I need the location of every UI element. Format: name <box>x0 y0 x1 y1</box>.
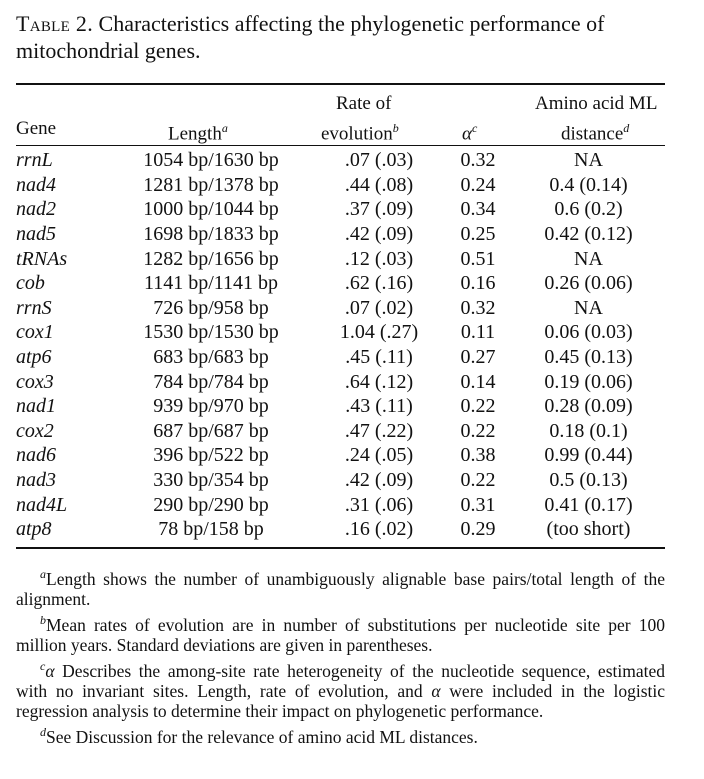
header-ml-line1: Amino acid ML <box>535 93 658 114</box>
gene-cell: atp6 <box>16 346 52 369</box>
rate-cell: .44 (.08) <box>344 173 414 196</box>
table-row <box>16 394 665 419</box>
header-rule <box>16 145 665 146</box>
length-cell: 1054 bp/1630 bp <box>143 149 279 172</box>
gene-cell: nad2 <box>16 198 56 221</box>
length-cell: 1698 bp/1833 bp <box>143 223 279 246</box>
ml-distance-cell: NA <box>574 149 603 172</box>
ml-distance-cell: 0.19 (0.06) <box>544 370 633 393</box>
alpha-cell: 0.32 <box>460 149 496 172</box>
ml-distance-cell: 0.4 (0.14) <box>549 173 628 196</box>
alpha-cell: 0.31 <box>460 493 496 516</box>
alpha-cell: 0.24 <box>460 173 496 196</box>
ml-distance-cell: 0.06 (0.03) <box>544 321 633 344</box>
length-cell: 687 bp/687 bp <box>153 419 269 442</box>
alpha-cell: 0.22 <box>460 419 496 442</box>
gene-cell: cox3 <box>16 370 54 393</box>
rate-cell: .42 (.09) <box>344 223 414 246</box>
length-cell: 330 bp/354 bp <box>153 469 269 492</box>
gene-cell: nad3 <box>16 469 56 492</box>
gene-cell: nad4 <box>16 173 56 196</box>
length-cell: 1530 bp/1530 bp <box>143 321 279 344</box>
table-row <box>16 222 665 247</box>
ml-distance-cell: 0.6 (0.2) <box>554 198 623 221</box>
table-row <box>16 468 665 493</box>
data-table <box>16 148 665 542</box>
rate-cell: 1.04 (.27) <box>339 321 419 344</box>
gene-cell: nad5 <box>16 223 56 246</box>
alpha-cell: 0.29 <box>460 518 496 541</box>
table-row <box>16 173 665 198</box>
rate-cell: .37 (.09) <box>344 198 414 221</box>
top-rule <box>16 83 665 85</box>
rate-cell: .07 (.02) <box>344 296 414 319</box>
ml-distance-cell: NA <box>574 296 603 319</box>
table-caption <box>16 10 686 64</box>
alpha-cell: 0.25 <box>460 223 496 246</box>
footnotes <box>16 564 665 747</box>
header-ml-line2: distance$^d$ <box>561 121 630 145</box>
header-rate-line2: evolution$^b$ <box>321 121 399 145</box>
length-cell: 1141 bp/1141 bp <box>143 272 279 295</box>
alpha-cell: 0.14 <box>460 370 496 393</box>
alpha-cell: 0.22 <box>460 469 496 492</box>
length-cell: 784 bp/784 bp <box>153 370 269 393</box>
rate-cell: .31 (.06) <box>344 493 414 516</box>
rate-cell: .07 (.03) <box>344 149 414 172</box>
footnote-c: $^c$α Describes the among-site rate heterogeneity of the nucleotide sequence, estimated with no invariant sites. Length, rate of evolution, and α were included in the logistic regression analysis to determine their impact on phylogenetic performance. <box>16 658 665 722</box>
ml-distance-cell: NA <box>574 247 603 270</box>
table-row <box>16 443 665 468</box>
alpha-cell: 0.34 <box>460 198 496 221</box>
header-alpha: $\alpha^c$ <box>462 121 478 145</box>
gene-cell: cox1 <box>16 321 54 344</box>
table-row <box>16 148 665 173</box>
ml-distance-cell: 0.18 (0.1) <box>549 419 628 442</box>
gene-cell: cob <box>16 272 45 295</box>
table-row <box>16 517 665 542</box>
gene-cell: tRNAs <box>16 247 68 270</box>
length-cell: 1282 bp/1656 bp <box>143 247 279 270</box>
gene-cell: nad4L <box>16 493 68 516</box>
table-row <box>16 369 665 394</box>
ml-distance-cell: 0.45 (0.13) <box>544 346 633 369</box>
rate-cell: .42 (.09) <box>344 469 414 492</box>
length-cell: 396 bp/522 bp <box>153 444 269 467</box>
table-row <box>16 296 665 321</box>
alpha-cell: 0.16 <box>460 272 496 295</box>
table-row <box>16 197 665 222</box>
gene-cell: rrnL <box>16 149 53 172</box>
alpha-cell: 0.38 <box>460 444 496 467</box>
alpha-cell: 0.51 <box>460 247 496 270</box>
ml-distance-cell: (too short) <box>546 518 631 541</box>
rate-cell: .24 (.05) <box>344 444 414 467</box>
length-cell: 683 bp/683 bp <box>153 346 269 369</box>
gene-cell: nad1 <box>16 395 56 418</box>
length-cell: 1281 bp/1378 bp <box>143 173 279 196</box>
length-cell: 78 bp/158 bp <box>158 518 264 541</box>
table-row <box>16 492 665 517</box>
header-length: Length$^a$ <box>168 121 228 145</box>
footnote-a: $^a$Length shows the number of unambiguously alignable base pairs/total length of the alignment. <box>16 567 665 610</box>
rate-cell: .47 (.22) <box>344 419 414 442</box>
alpha-cell: 0.22 <box>460 395 496 418</box>
alpha-cell: 0.27 <box>460 346 496 369</box>
ml-distance-cell: 0.26 (0.06) <box>544 272 633 295</box>
rate-cell: .64 (.12) <box>344 370 414 393</box>
table-row <box>16 345 665 370</box>
table-row <box>16 320 665 345</box>
gene-cell: atp8 <box>16 518 52 541</box>
header-rate-line1: Rate of <box>336 93 392 114</box>
table-title: Characteristics affecting the phylogenetic performance of mitochondrial genes. <box>16 11 605 63</box>
table-row <box>16 246 665 271</box>
alpha-cell: 0.32 <box>460 296 496 319</box>
alpha-cell: 0.11 <box>460 321 496 344</box>
gene-cell: rrnS <box>16 296 52 319</box>
ml-distance-cell: 0.99 (0.44) <box>544 444 633 467</box>
gene-cell: nad6 <box>16 444 56 467</box>
footnote-b: $^b$Mean rates of evolution are in number of substitutions per nucleotide site per 100 million years. Standard deviations are given in parentheses. <box>16 612 665 656</box>
length-cell: 939 bp/970 bp <box>153 395 269 418</box>
bottom-rule <box>16 547 665 549</box>
table-row <box>16 271 665 296</box>
gene-cell: cox2 <box>16 419 54 442</box>
length-cell: 1000 bp/1044 bp <box>143 198 279 221</box>
rate-cell: .43 (.11) <box>345 395 413 418</box>
rate-cell: .62 (.16) <box>344 272 414 295</box>
length-cell: 726 bp/958 bp <box>153 296 269 319</box>
ml-distance-cell: 0.42 (0.12) <box>544 223 633 246</box>
footnote-d: $^d$See Discussion for the relevance of amino acid ML distances. <box>40 724 478 747</box>
rate-cell: .12 (.03) <box>344 247 414 270</box>
ml-distance-cell: 0.28 (0.09) <box>544 395 633 418</box>
ml-distance-cell: 0.5 (0.13) <box>549 469 628 492</box>
length-cell: 290 bp/290 bp <box>153 493 269 516</box>
table-label: Table 2. <box>16 11 94 36</box>
ml-distance-cell: 0.41 (0.17) <box>544 493 633 516</box>
table-row <box>16 419 665 444</box>
rate-cell: .16 (.02) <box>344 518 414 541</box>
header-gene: Gene <box>16 118 57 139</box>
rate-cell: .45 (.11) <box>345 346 413 369</box>
